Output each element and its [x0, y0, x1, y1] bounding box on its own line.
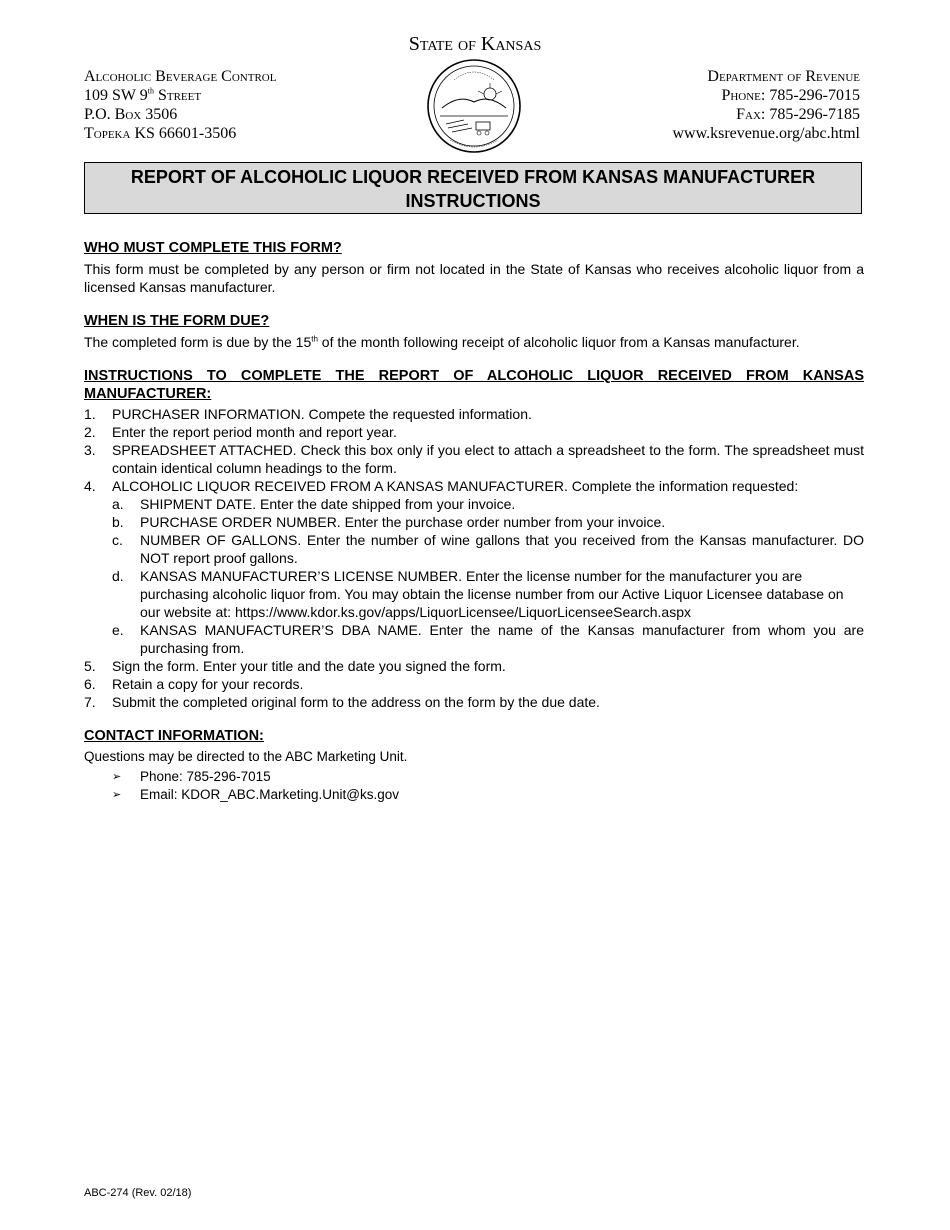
- sub-list-item: a. SHIPMENT DATE. Enter the date shipped from your invoice.: [112, 496, 516, 512]
- contact-intro: Questions may be directed to the ABC Marketing Unit.: [84, 749, 408, 764]
- list-item: 6. Retain a copy for your records.: [84, 676, 304, 692]
- list-item: 7. Submit the completed original form to the address on the form by the due date.: [84, 694, 600, 710]
- street-address: 109 SW 9th Street: [84, 86, 202, 104]
- report-subtitle: INSTRUCTIONS: [405, 191, 541, 211]
- list-item: 4. ALCOHOLIC LIQUOR RECEIVED FROM A KANSAS MANUFACTURER. Complete the information requested:: [84, 478, 799, 494]
- list-item: [84, 768, 864, 786]
- po-box: P.O. Box 3506: [84, 106, 178, 123]
- agency-address-block: [84, 67, 276, 143]
- contact-email[interactable]: Email: KDOR_ABC.Marketing.Unit@ks.gov: [140, 787, 400, 802]
- sub-list-item: c. NUMBER OF GALLONS. Enter the number of wine gallons that you received from the Kansas manufacturer. DO NOT report proof gallons.: [112, 532, 864, 566]
- list-item: 3. SPREADSHEET ATTACHED. Check this box only if you elect to attach a spreadsheet to the form. The spreadsheet must contain identical column headings to the form.: [84, 442, 864, 476]
- who-body: This form must be completed by any person or firm not located in the State of Kansas who receives alcoholic liquor from a licensed Kansas manufacturer.: [84, 261, 864, 295]
- form-revision-id: ABC-274 (Rev. 02/18): [84, 1187, 192, 1199]
- list-item: 5. Sign the form. Enter your title and the date you signed the form.: [84, 658, 506, 674]
- contact-list: [84, 768, 864, 804]
- sub-list-item: e. KANSAS MANUFACTURER’S DBA NAME. Enter the name of the Kansas manufacturer from whom you are purchasing from.: [112, 622, 864, 656]
- department-name: Department of Revenue: [707, 68, 860, 85]
- department-fax: Fax: 785-296-7185: [736, 106, 860, 123]
- instructions-list: [84, 405, 864, 711]
- who-heading: WHO MUST COMPLETE THIS FORM?: [84, 240, 342, 256]
- sub-list-item: d. KANSAS MANUFACTURER’S LICENSE NUMBER. Enter the license number for the manufacturer you are purchasing alcoholic liquor from. You may obtain the license number from our Active Liquor Licensee database on our website at: https://www.kdor.ks.gov/apps/LiquorLicensee/LiquorLicenseeSearch.aspx: [112, 568, 844, 620]
- contact-phone: Phone: 785-296-7015: [140, 769, 271, 784]
- department-phone: Phone: 785-296-7015: [721, 87, 860, 104]
- when-body: The completed form is due by the 15th of the month following receipt of alcoholic liquor from a Kansas manufacturer.: [84, 334, 800, 350]
- report-title-banner: [84, 162, 862, 214]
- arrow-bullet-icon: ➢: [112, 771, 122, 783]
- list-item: 2. Enter the report period month and report year.: [84, 424, 397, 440]
- when-heading: WHEN IS THE FORM DUE?: [84, 313, 270, 329]
- instructions-content: [84, 239, 864, 804]
- list-item: 1. PURCHASER INFORMATION. Compete the requested information.: [84, 406, 532, 422]
- kansas-state-seal-icon: [424, 58, 524, 154]
- department-website: www.ksrevenue.org/abc.html: [672, 125, 860, 142]
- department-contact-block: [672, 67, 860, 143]
- contact-heading: CONTACT INFORMATION:: [84, 728, 264, 744]
- sub-list-item: b. PURCHASE ORDER NUMBER. Enter the purchase order number from your invoice.: [112, 514, 666, 530]
- instructions-heading: INSTRUCTIONS TO COMPLETE THE REPORT OF ALCOHOLIC LIQUOR RECEIVED FROM KANSAS MANUFACTURER:: [84, 368, 864, 402]
- report-title: REPORT OF ALCOHOLIC LIQUOR RECEIVED FROM KANSAS MANUFACTURER: [130, 167, 816, 187]
- state-title: State of Kansas: [408, 33, 542, 55]
- city-state-zip: Topeka KS 66601-3506: [84, 125, 237, 142]
- list-item: [84, 786, 864, 804]
- agency-name: Alcoholic Beverage Control: [84, 68, 277, 85]
- arrow-bullet-icon: ➢: [112, 789, 122, 801]
